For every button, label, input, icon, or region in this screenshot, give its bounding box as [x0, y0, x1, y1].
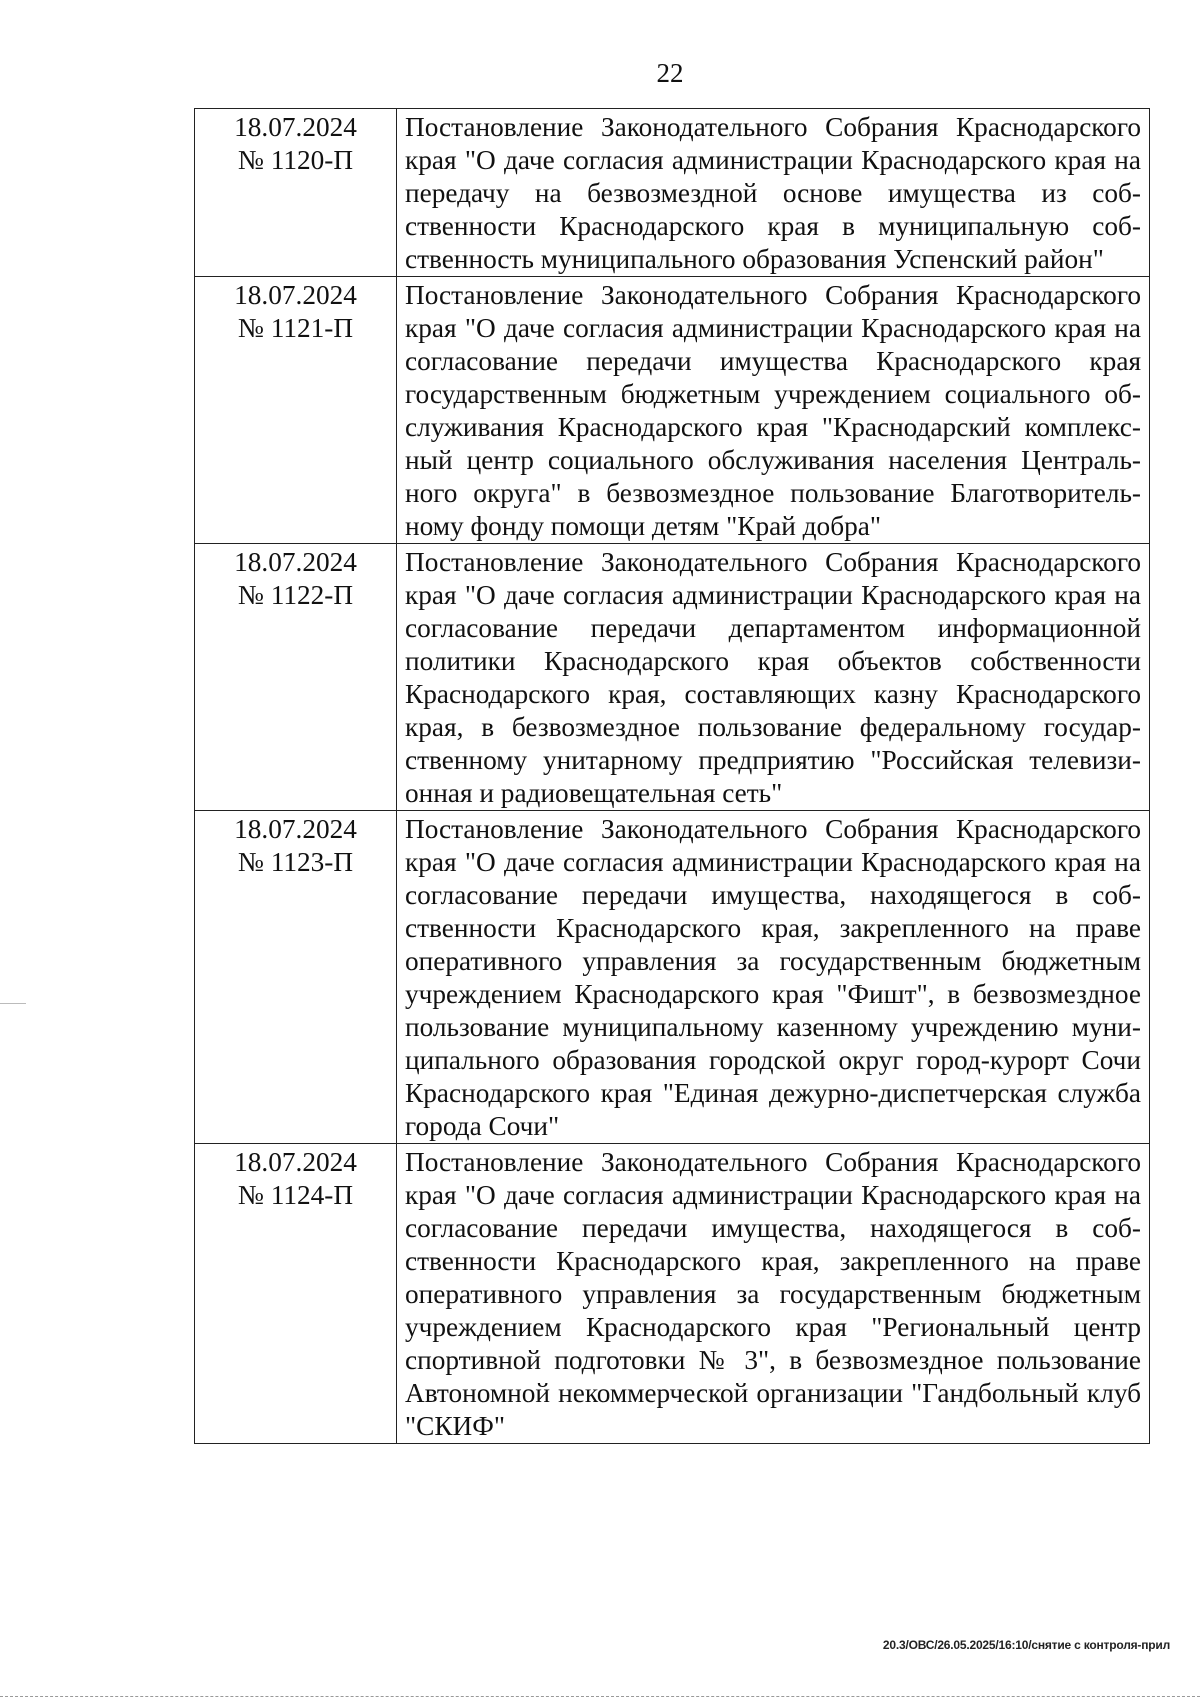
date-number-cell — [195, 1144, 397, 1444]
resolution-number: № 1123-П — [237, 847, 354, 877]
resolution-date: 18.07.2024 — [234, 280, 357, 310]
resolutions-table — [194, 108, 1150, 1444]
resolution-title: Постановление Законодательного Собрания Краснодарского края "О даче согласия администрации Краснодарского края на согласование передачи имущества Краснодарского края государственным бюджетным учреждением социального обслуживания Краснодарского края "Краснодарский комплексный центр социального обслуживания населения Центрального округа" в безвозмездное пользование Благотворительному фонду помощи детям "Край добра" — [397, 277, 1150, 544]
resolution-date: 18.07.2024 — [234, 547, 357, 577]
date-number-cell — [195, 544, 397, 811]
scan-edge-mark — [0, 1003, 26, 1004]
date-number-cell — [195, 811, 397, 1144]
table-row — [195, 277, 1150, 544]
date-number-cell — [195, 277, 397, 544]
resolution-number: № 1124-П — [237, 1180, 354, 1210]
resolution-date: 18.07.2024 — [234, 1147, 357, 1177]
resolution-date: 18.07.2024 — [234, 814, 357, 844]
table-row — [195, 1144, 1150, 1444]
resolution-date: 18.07.2024 — [234, 112, 357, 142]
date-number-cell — [195, 109, 397, 277]
table-row — [195, 811, 1150, 1144]
resolution-title: Постановление Законодательного Собрания Краснодарского края "О даче согласия администрации Краснодарского края на согласование передачи департаментом информационной политики Краснодарского края объектов собственности Краснодарского края, составляющих казну Краснодарского края, в безвозмездное пользование федеральному государственному унитарному предприятию "Российская телевизионная и радиовещательная сеть" — [397, 544, 1150, 811]
resolution-title: Постановление Законодательного Собрания Краснодарского края "О даче согласия администрации Краснодарского края на передачу на безвозмездной основе имущества из собственности Краснодарского края в муниципальную собственность муниципального образования Успенский район" — [397, 109, 1150, 277]
resolution-number: № 1121-П — [237, 313, 354, 343]
table-row — [195, 544, 1150, 811]
resolution-number: № 1120-П — [237, 145, 354, 175]
resolution-title: Постановление Законодательного Собрания Краснодарского края "О даче согласия администрации Краснодарского края на согласование передачи имущества, находящегося в собственности Краснодарского края, закрепленного на праве оперативного управления за государственным бюджетным учреждением Краснодарского края "Региональный центр спортивной подготовки № 3", в безвозмездное пользование Автономной некоммерческой организации "Гандбольный клуб "СКИФ" — [397, 1144, 1150, 1444]
resolution-title: Постановление Законодательного Собрания Краснодарского края "О даче согласия администрации Краснодарского края на согласование передачи имущества, находящегося в собственности Краснодарского края, закрепленного на праве оперативного управления за государственным бюджетным учреждением Краснодарского края "Фишт", в безвозмездное пользование муниципальному казенному учреждению муниципального образования городской округ город-курорт Сочи Краснодарского края "Единая дежурно-диспетчерская служба города Сочи" — [397, 811, 1150, 1144]
resolution-number: № 1122-П — [237, 580, 354, 610]
scan-bottom-edge — [0, 1696, 1200, 1697]
table-row — [195, 109, 1150, 277]
page-number: 22 — [656, 58, 684, 88]
document-stamp: 20.3/ОВС/26.05.2025/16:10/снятие с контроля-прил — [882, 1638, 1170, 1652]
